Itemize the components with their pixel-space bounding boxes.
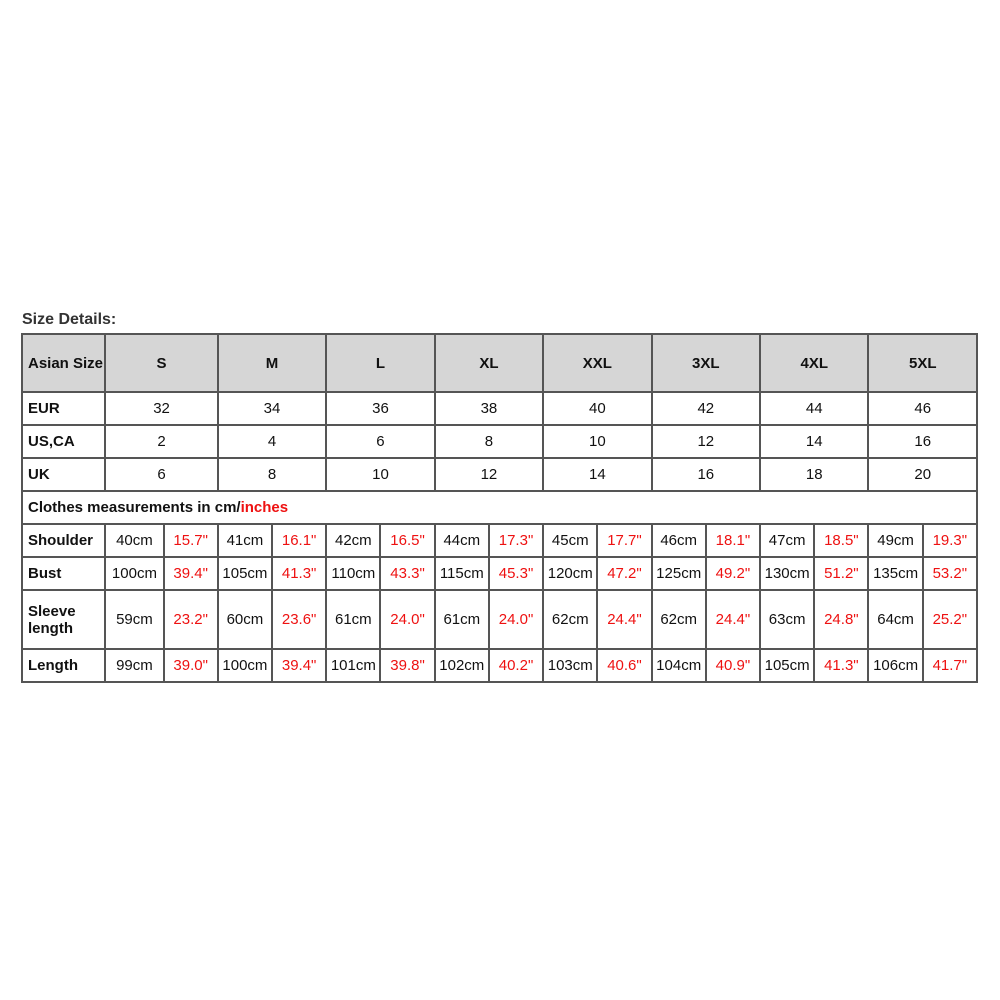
cm-value-cell: 61cm [435, 590, 489, 649]
inch-value-cell: 25.2" [923, 590, 977, 649]
cm-value-cell: 100cm [218, 649, 272, 682]
conversion-value-cell: 42 [652, 392, 760, 425]
conversion-value-cell: 16 [868, 425, 977, 458]
inch-value-cell: 18.1" [706, 524, 760, 557]
cm-value-cell: 104cm [652, 649, 706, 682]
cm-value-cell: 41cm [218, 524, 272, 557]
conversion-value-cell: 14 [543, 458, 651, 491]
conversion-row [22, 392, 977, 425]
size-header-cell: 4XL [760, 334, 868, 392]
cm-value-cell: 135cm [868, 557, 922, 590]
inch-value-cell: 17.3" [489, 524, 543, 557]
cm-value-cell: 105cm [218, 557, 272, 590]
inch-value-cell: 17.7" [597, 524, 651, 557]
conversion-value-cell: 34 [218, 392, 326, 425]
measurements-section-heading [22, 491, 977, 524]
conversion-value-cell: 16 [652, 458, 760, 491]
cm-value-cell: 125cm [652, 557, 706, 590]
inch-value-cell: 39.4" [164, 557, 218, 590]
cm-value-cell: 45cm [543, 524, 597, 557]
conversion-value-cell: 40 [543, 392, 651, 425]
cm-value-cell: 61cm [326, 590, 380, 649]
inch-value-cell: 15.7" [164, 524, 218, 557]
conversion-value-cell: 46 [868, 392, 977, 425]
cm-value-cell: 106cm [868, 649, 922, 682]
conversion-row [22, 458, 977, 491]
inch-value-cell: 19.3" [923, 524, 977, 557]
inch-value-cell: 39.8" [380, 649, 434, 682]
cm-value-cell: 100cm [105, 557, 163, 590]
cm-value-cell: 101cm [326, 649, 380, 682]
row-label-cell: Bust [22, 557, 105, 590]
measurement-row [22, 524, 977, 557]
cm-value-cell: 47cm [760, 524, 814, 557]
inch-value-cell: 45.3" [489, 557, 543, 590]
conversion-value-cell: 8 [435, 425, 543, 458]
cm-value-cell: 62cm [543, 590, 597, 649]
conversion-value-cell: 10 [326, 458, 434, 491]
size-header-cell: XXL [543, 334, 651, 392]
section-heading-inches-text: inches [240, 499, 289, 516]
inch-value-cell: 53.2" [923, 557, 977, 590]
cm-value-cell: 40cm [105, 524, 163, 557]
conversion-value-cell: 44 [760, 392, 868, 425]
inch-value-cell: 18.5" [814, 524, 868, 557]
conversion-value-cell: 2 [105, 425, 217, 458]
inch-value-cell: 41.7" [923, 649, 977, 682]
conversion-value-cell: 10 [543, 425, 651, 458]
row-label-cell: US,CA [22, 425, 105, 458]
row-label-cell: Shoulder [22, 524, 105, 557]
inch-value-cell: 41.3" [814, 649, 868, 682]
inch-value-cell: 40.2" [489, 649, 543, 682]
conversion-value-cell: 14 [760, 425, 868, 458]
size-header-cell: S [105, 334, 217, 392]
conversion-value-cell: 38 [435, 392, 543, 425]
row-label-cell: UK [22, 458, 105, 491]
cm-value-cell: 64cm [868, 590, 922, 649]
header-row [22, 334, 977, 392]
conversion-value-cell: 36 [326, 392, 434, 425]
size-header-cell: XL [435, 334, 543, 392]
conversion-row [22, 425, 977, 458]
cm-value-cell: 49cm [868, 524, 922, 557]
header-label-cell: Asian Size [22, 334, 105, 392]
conversion-value-cell: 12 [435, 458, 543, 491]
conversion-value-cell: 6 [105, 458, 217, 491]
inch-value-cell: 24.4" [597, 590, 651, 649]
cm-value-cell: 42cm [326, 524, 380, 557]
cm-value-cell: 63cm [760, 590, 814, 649]
inch-value-cell: 24.0" [489, 590, 543, 649]
cm-value-cell: 102cm [435, 649, 489, 682]
conversion-value-cell: 12 [652, 425, 760, 458]
conversion-value-cell: 4 [218, 425, 326, 458]
inch-value-cell: 24.0" [380, 590, 434, 649]
inch-value-cell: 40.6" [597, 649, 651, 682]
inch-value-cell: 51.2" [814, 557, 868, 590]
cm-value-cell: 105cm [760, 649, 814, 682]
size-header-cell: M [218, 334, 326, 392]
inch-value-cell: 41.3" [272, 557, 326, 590]
measurement-row [22, 557, 977, 590]
inch-value-cell: 16.1" [272, 524, 326, 557]
measurement-row [22, 590, 977, 649]
inch-value-cell: 24.8" [814, 590, 868, 649]
inch-value-cell: 16.5" [380, 524, 434, 557]
cm-value-cell: 115cm [435, 557, 489, 590]
size-header-cell: 5XL [868, 334, 977, 392]
inch-value-cell: 40.9" [706, 649, 760, 682]
inch-value-cell: 23.6" [272, 590, 326, 649]
inch-value-cell: 47.2" [597, 557, 651, 590]
cm-value-cell: 59cm [105, 590, 163, 649]
cm-value-cell: 120cm [543, 557, 597, 590]
cm-value-cell: 46cm [652, 524, 706, 557]
cm-value-cell: 62cm [652, 590, 706, 649]
size-chart-table [21, 333, 978, 683]
cm-value-cell: 60cm [218, 590, 272, 649]
row-label-cell: Length [22, 649, 105, 682]
conversion-value-cell: 32 [105, 392, 217, 425]
conversion-value-cell: 8 [218, 458, 326, 491]
size-header-cell: 3XL [652, 334, 760, 392]
row-label-cell: Sleeve length [22, 590, 105, 649]
size-header-cell: L [326, 334, 434, 392]
inch-value-cell: 43.3" [380, 557, 434, 590]
conversion-value-cell: 20 [868, 458, 977, 491]
conversion-value-cell: 18 [760, 458, 868, 491]
inch-value-cell: 49.2" [706, 557, 760, 590]
inch-value-cell: 24.4" [706, 590, 760, 649]
cm-value-cell: 99cm [105, 649, 163, 682]
cm-value-cell: 44cm [435, 524, 489, 557]
cm-value-cell: 130cm [760, 557, 814, 590]
cm-value-cell: 110cm [326, 557, 380, 590]
cm-value-cell: 103cm [543, 649, 597, 682]
measurement-row [22, 649, 977, 682]
section-row [22, 491, 977, 524]
inch-value-cell: 39.4" [272, 649, 326, 682]
inch-value-cell: 39.0" [164, 649, 218, 682]
section-heading-text: Clothes measurements in cm/ [28, 499, 241, 516]
row-label-cell: EUR [22, 392, 105, 425]
size-details-title: Size Details: [22, 311, 117, 328]
conversion-value-cell: 6 [326, 425, 434, 458]
inch-value-cell: 23.2" [164, 590, 218, 649]
